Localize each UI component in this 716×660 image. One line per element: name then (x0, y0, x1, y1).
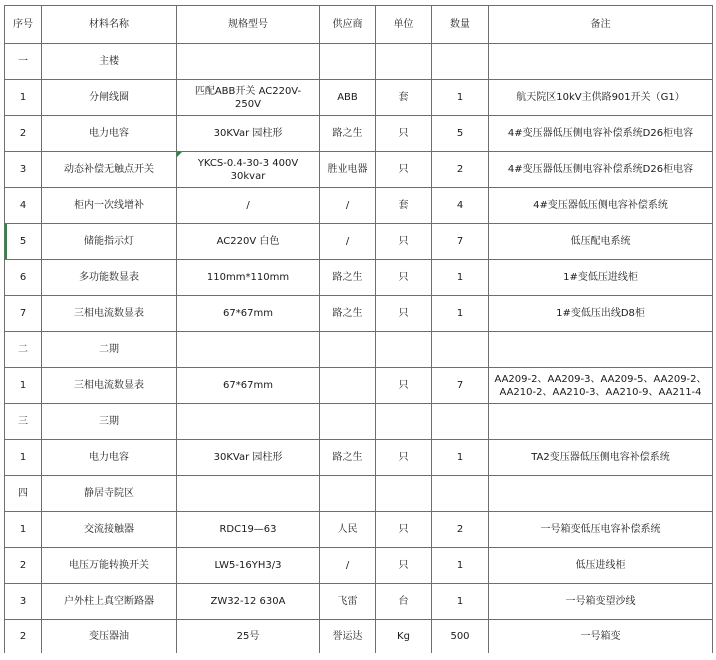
header-spec[interactable]: 规格型号 (177, 6, 320, 44)
table-row (5, 512, 713, 548)
header-remark[interactable]: 备注 (489, 6, 713, 44)
section-row (5, 476, 713, 512)
cell-name[interactable]: 分闸线圈 (42, 80, 177, 116)
materials-table (4, 5, 713, 653)
cell-qty[interactable] (432, 332, 489, 368)
cell-remark[interactable]: 一号箱变 (489, 620, 713, 654)
cell-unit[interactable]: 只 (376, 224, 432, 260)
cell-no[interactable]: 1 (5, 512, 42, 548)
cell-remark[interactable] (489, 476, 713, 512)
cell-spec[interactable] (177, 404, 320, 440)
cell-supplier[interactable]: / (320, 548, 376, 584)
cell-name[interactable]: 三相电流数显表 (42, 368, 177, 404)
table-row (5, 188, 713, 224)
cell-remark[interactable]: 低压进线柜 (489, 548, 713, 584)
cell-name[interactable]: 主楼 (42, 44, 177, 80)
cell-unit[interactable] (376, 44, 432, 80)
cell-spec[interactable]: LW5-16YH3/3 (177, 548, 320, 584)
cell-spec[interactable]: 25号 (177, 620, 320, 654)
table-row (5, 368, 713, 404)
cell-qty[interactable] (432, 44, 489, 80)
cell-supplier[interactable] (320, 368, 376, 404)
header-name[interactable]: 材料名称 (42, 6, 177, 44)
cell-name[interactable]: 二期 (42, 332, 177, 368)
cell-no[interactable]: 一 (5, 44, 42, 80)
cell-no[interactable]: 1 (5, 440, 42, 476)
cell-qty[interactable]: 1 (432, 440, 489, 476)
header-supplier[interactable]: 供应商 (320, 6, 376, 44)
cell-name[interactable]: 多功能数显表 (42, 260, 177, 296)
cell-qty[interactable]: 7 (432, 224, 489, 260)
table-row (5, 80, 713, 116)
header-qty[interactable]: 数量 (432, 6, 489, 44)
cell-no[interactable]: 7 (5, 296, 42, 332)
cell-remark[interactable]: 一号箱变望沙线 (489, 584, 713, 620)
cell-no[interactable]: 四 (5, 476, 42, 512)
table-row (5, 584, 713, 620)
section-row (5, 404, 713, 440)
cell-unit[interactable]: 只 (376, 296, 432, 332)
cell-spec[interactable]: RDC19—63 (177, 512, 320, 548)
cell-remark[interactable]: TA2变压器低压侧电容补偿系统 (489, 440, 713, 476)
cell-qty[interactable]: 5 (432, 116, 489, 152)
cell-unit[interactable]: 只 (376, 152, 432, 188)
cell-qty[interactable]: 1 (432, 584, 489, 620)
table-row (5, 296, 713, 332)
cell-remark[interactable]: 4#变压器低压侧电容补偿系统D26柜电容 (489, 116, 713, 152)
cell-spec[interactable]: 30KVar 园柱形 (177, 440, 320, 476)
cell-unit[interactable]: 只 (376, 440, 432, 476)
cell-remark[interactable]: 航天院区10kV主供路901开关（G1） (489, 80, 713, 116)
cell-name[interactable]: 三相电流数显表 (42, 296, 177, 332)
cell-qty[interactable] (432, 476, 489, 512)
section-row (5, 44, 713, 80)
cell-supplier[interactable]: / (320, 188, 376, 224)
cell-qty[interactable]: 500 (432, 620, 489, 654)
cell-no[interactable]: 3 (5, 152, 42, 188)
cell-spec[interactable]: 匹配ABB开关 AC220V- 250V (177, 80, 320, 116)
cell-no[interactable]: 二 (5, 332, 42, 368)
table-row (5, 224, 713, 260)
table-row (5, 152, 713, 188)
cell-unit[interactable]: 套 (376, 80, 432, 116)
cell-unit[interactable]: 只 (376, 512, 432, 548)
cell-no[interactable]: 4 (5, 188, 42, 224)
cell-spec[interactable] (177, 476, 320, 512)
cell-supplier[interactable] (320, 476, 376, 512)
cell-supplier[interactable]: 誉运达 (320, 620, 376, 654)
cell-supplier[interactable] (320, 332, 376, 368)
cell-qty[interactable]: 4 (432, 188, 489, 224)
cell-remark[interactable]: 低压配电系统 (489, 224, 713, 260)
cell-name[interactable]: 静居寺院区 (42, 476, 177, 512)
table-row (5, 116, 713, 152)
cell-name[interactable]: 柜内一次线增补 (42, 188, 177, 224)
cell-unit[interactable]: 套 (376, 188, 432, 224)
cell-no[interactable]: 6 (5, 260, 42, 296)
cell-remark[interactable] (489, 404, 713, 440)
header-no[interactable]: 序号 (5, 6, 42, 44)
cell-remark[interactable]: 一号箱变低压电容补偿系统 (489, 512, 713, 548)
cell-spec[interactable]: YKCS-0.4-30-3 400V 30kvar (177, 152, 320, 188)
cell-supplier[interactable]: 胜业电器 (320, 152, 376, 188)
cell-unit[interactable] (376, 476, 432, 512)
cell-supplier[interactable]: 飞雷 (320, 584, 376, 620)
cell-qty[interactable]: 2 (432, 152, 489, 188)
cell-qty[interactable]: 7 (432, 368, 489, 404)
cell-spec[interactable] (177, 332, 320, 368)
cell-remark[interactable] (489, 332, 713, 368)
cell-name[interactable]: 储能指示灯 (42, 224, 177, 260)
cell-spec[interactable] (177, 44, 320, 80)
cell-qty[interactable]: 1 (432, 80, 489, 116)
cell-name[interactable]: 交流接触器 (42, 512, 177, 548)
header-row (5, 6, 713, 44)
cell-qty[interactable]: 1 (432, 296, 489, 332)
cell-no[interactable]: 1 (5, 80, 42, 116)
cell-unit[interactable]: 只 (376, 368, 432, 404)
cell-remark[interactable]: 1#变低压进线柜 (489, 260, 713, 296)
cell-unit[interactable]: 只 (376, 116, 432, 152)
cell-name[interactable]: 户外柱上真空断路器 (42, 584, 177, 620)
table-row (5, 260, 713, 296)
cell-unit[interactable] (376, 404, 432, 440)
cell-no[interactable]: 5 (5, 224, 42, 260)
cell-no[interactable]: 2 (5, 620, 42, 654)
cell-qty[interactable]: 1 (432, 548, 489, 584)
cell-no[interactable]: 三 (5, 404, 42, 440)
cell-no[interactable]: 2 (5, 116, 42, 152)
cell-spec[interactable]: / (177, 188, 320, 224)
cell-remark[interactable] (489, 44, 713, 80)
cell-supplier[interactable]: 路之生 (320, 440, 376, 476)
cell-unit[interactable] (376, 332, 432, 368)
cell-no[interactable]: 3 (5, 584, 42, 620)
table-row (5, 548, 713, 584)
cell-spec[interactable]: 30KVar 园柱形 (177, 116, 320, 152)
cell-no[interactable]: 2 (5, 548, 42, 584)
cell-unit[interactable]: 只 (376, 548, 432, 584)
cell-name[interactable]: 电力电容 (42, 116, 177, 152)
cell-name[interactable]: 三期 (42, 404, 177, 440)
cell-spec[interactable]: 110mm*110mm (177, 260, 320, 296)
cell-remark[interactable]: 4#变压器低压侧电容补偿系统D26柜电容 (489, 152, 713, 188)
cell-qty[interactable] (432, 404, 489, 440)
cell-supplier[interactable]: 路之生 (320, 260, 376, 296)
cell-unit[interactable]: 台 (376, 584, 432, 620)
cell-name[interactable]: 电压万能转换开关 (42, 548, 177, 584)
cell-remark[interactable]: 4#变压器低压侧电容补偿系统 (489, 188, 713, 224)
cell-supplier[interactable]: 人民 (320, 512, 376, 548)
table-row (5, 440, 713, 476)
cell-supplier[interactable] (320, 404, 376, 440)
cell-qty[interactable]: 2 (432, 512, 489, 548)
cell-spec[interactable]: ZW32-12 630A (177, 584, 320, 620)
cell-remark[interactable]: 1#变低压出线D8柜 (489, 296, 713, 332)
header-unit[interactable]: 单位 (376, 6, 432, 44)
cell-name[interactable]: 动态补偿无触点开关 (42, 152, 177, 188)
cell-spec[interactable]: 67*67mm (177, 296, 320, 332)
cell-supplier[interactable]: ABB (320, 80, 376, 116)
cell-no[interactable]: 1 (5, 368, 42, 404)
cell-unit[interactable]: Kg (376, 620, 432, 654)
cell-supplier[interactable]: 路之生 (320, 116, 376, 152)
cell-name[interactable]: 电力电容 (42, 440, 177, 476)
cell-unit[interactable]: 只 (376, 260, 432, 296)
cell-supplier[interactable] (320, 44, 376, 80)
cell-qty[interactable]: 1 (432, 260, 489, 296)
cell-spec[interactable]: 67*67mm (177, 368, 320, 404)
cell-spec[interactable]: AC220V 白色 (177, 224, 320, 260)
cell-supplier[interactable]: 路之生 (320, 296, 376, 332)
cell-name[interactable]: 变压器油 (42, 620, 177, 654)
cell-supplier[interactable]: / (320, 224, 376, 260)
cell-remark[interactable]: AA209-2、AA209-3、AA209-5、AA209-2、 AA210-2、AA210-3、AA210-9、AA211-4 (489, 368, 713, 404)
table-row (5, 620, 713, 654)
section-row (5, 332, 713, 368)
